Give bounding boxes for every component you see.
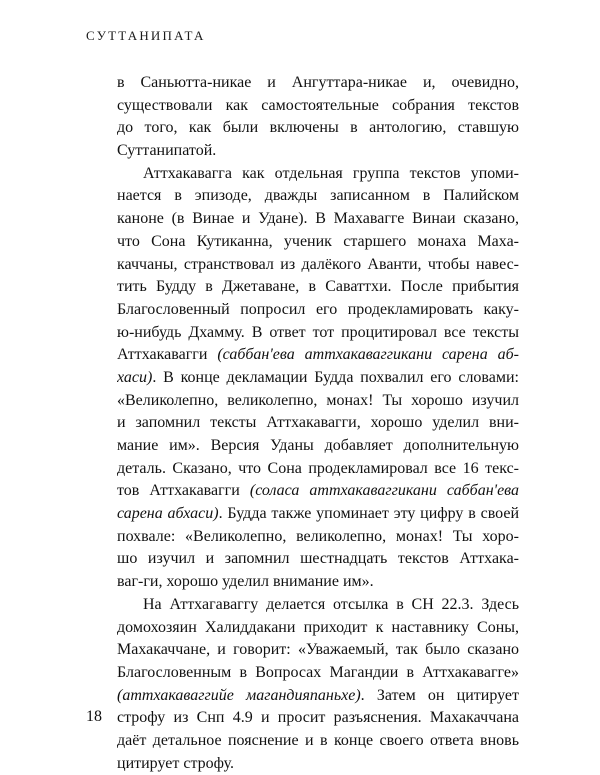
text-line bbox=[117, 276, 519, 299]
line-text: даёт детальное пояснение и в конце своего ответа вновь bbox=[117, 731, 519, 749]
line-text: и запомнил тексты Аттхакавагги, хорошо уделил вни- bbox=[117, 414, 519, 432]
text-line bbox=[117, 72, 519, 95]
text-line bbox=[117, 662, 519, 685]
line-text: что Сона Кутиканна, ученик старшего монаха Маха- bbox=[117, 232, 519, 250]
line-text: в Саньютта-никае и Ангуттара-никае и, очевидно, bbox=[117, 74, 519, 91]
text-line bbox=[117, 526, 519, 549]
text-line bbox=[117, 594, 519, 617]
line-text: Благословенным в Вопросах Магандии в Аттхакавагге» bbox=[117, 663, 519, 681]
text-line bbox=[117, 685, 519, 708]
line-text: Махакаччане, и говорит: «Уважаемый, так было сказано bbox=[117, 641, 519, 659]
text-line bbox=[117, 707, 519, 730]
text-line bbox=[117, 548, 519, 571]
body-text bbox=[117, 72, 519, 775]
text-line bbox=[117, 163, 519, 186]
line-text: домохозяин Халиддакани приходит к наставнику Соны, bbox=[117, 618, 519, 636]
line-text: нается в эпизоде, дважды записанном в Палийском bbox=[117, 187, 519, 205]
italic-pali-term: сарена абхаси) bbox=[117, 505, 219, 523]
line-text: «Великолепно, великолепно, монах! Ты хорошо изучил bbox=[117, 391, 519, 409]
line-text: На Аттхагаваггу делается отсылка в СН 22.3. Здесь bbox=[143, 595, 519, 613]
italic-pali-term: хаси) bbox=[117, 368, 153, 386]
text-line bbox=[117, 117, 519, 140]
line-text: Аттхакавагга как отдельная группа текстов упоми- bbox=[143, 164, 519, 182]
line-text: каччаны, странствовал из далёкого Аванти, чтобы навес- bbox=[117, 255, 519, 273]
italic-pali-term: (саббан'ева аттхакаваггикани сарена аб- bbox=[217, 346, 519, 364]
line-text: Благословенный попросил его продекламировать каку- bbox=[117, 300, 519, 318]
line-text: каноне (в Винае и Удане). В Махавагге Винаи сказано, bbox=[117, 210, 519, 228]
text-line bbox=[117, 753, 519, 775]
text-line bbox=[117, 435, 519, 458]
text-line bbox=[117, 730, 519, 753]
text-line bbox=[117, 208, 519, 231]
line-text: до того, как были включены в антологию, ставшую bbox=[117, 119, 519, 137]
line-text: . Затем он цитирует bbox=[360, 686, 519, 704]
text-line bbox=[117, 458, 519, 481]
text-line bbox=[117, 254, 519, 277]
text-line bbox=[117, 480, 519, 503]
text-line bbox=[117, 322, 519, 345]
text-line bbox=[117, 503, 519, 526]
text-line bbox=[117, 231, 519, 254]
text-line bbox=[117, 617, 519, 640]
text-line bbox=[117, 299, 519, 322]
line-text: строфу из Снп 4.9 и просит разъяснения. Махакаччана bbox=[117, 709, 519, 727]
text-line bbox=[117, 140, 519, 163]
line-text: тов Аттхакавагги bbox=[117, 482, 250, 500]
line-text: Аттхакавагги bbox=[117, 346, 218, 364]
line-text: Суттанипатой. bbox=[117, 142, 217, 160]
line-text: похвале: «Великолепно, великолепно, монах! Ты хоро- bbox=[117, 527, 519, 545]
line-text: тить Будду в Джетаване, в Саваттхи. После прибытия bbox=[117, 278, 519, 296]
line-text: ваг-ги, хорошо уделил внимание им». bbox=[117, 573, 374, 591]
line-text: ю-нибудь Дхамму. В ответ тот процитировал все тексты bbox=[117, 323, 519, 341]
text-line bbox=[117, 185, 519, 208]
running-head-title: СУТТАНИПАТА bbox=[86, 28, 206, 43]
text-line bbox=[117, 412, 519, 435]
line-text: существовали как самостоятельные собрания текстов bbox=[117, 96, 519, 114]
line-text: цитирует строфу. bbox=[117, 754, 235, 772]
text-line bbox=[117, 639, 519, 662]
line-text: мание им». Версия Уданы добавляет дополнительную bbox=[117, 437, 519, 454]
italic-pali-term: (соласа аттхакаваггикани саббан'ева bbox=[249, 482, 519, 500]
line-text: шо изучил и запомнил шестнадцать текстов Аттхака- bbox=[117, 550, 519, 568]
text-line bbox=[117, 390, 519, 413]
text-line bbox=[117, 571, 519, 594]
text-line bbox=[117, 95, 519, 118]
page-number: 18 bbox=[86, 708, 102, 725]
text-line bbox=[117, 344, 519, 367]
line-text: . В конце декламации Будда похвалил его словами: bbox=[152, 368, 519, 386]
line-text: . Будда также упоминает эту цифру в своей bbox=[218, 505, 519, 523]
text-line bbox=[117, 367, 519, 390]
line-text: деталь. Сказано, что Сона продекламировал все 16 текс- bbox=[117, 459, 519, 477]
italic-pali-term: (аттхакаваггийе магандияпаньхе) bbox=[117, 686, 361, 704]
